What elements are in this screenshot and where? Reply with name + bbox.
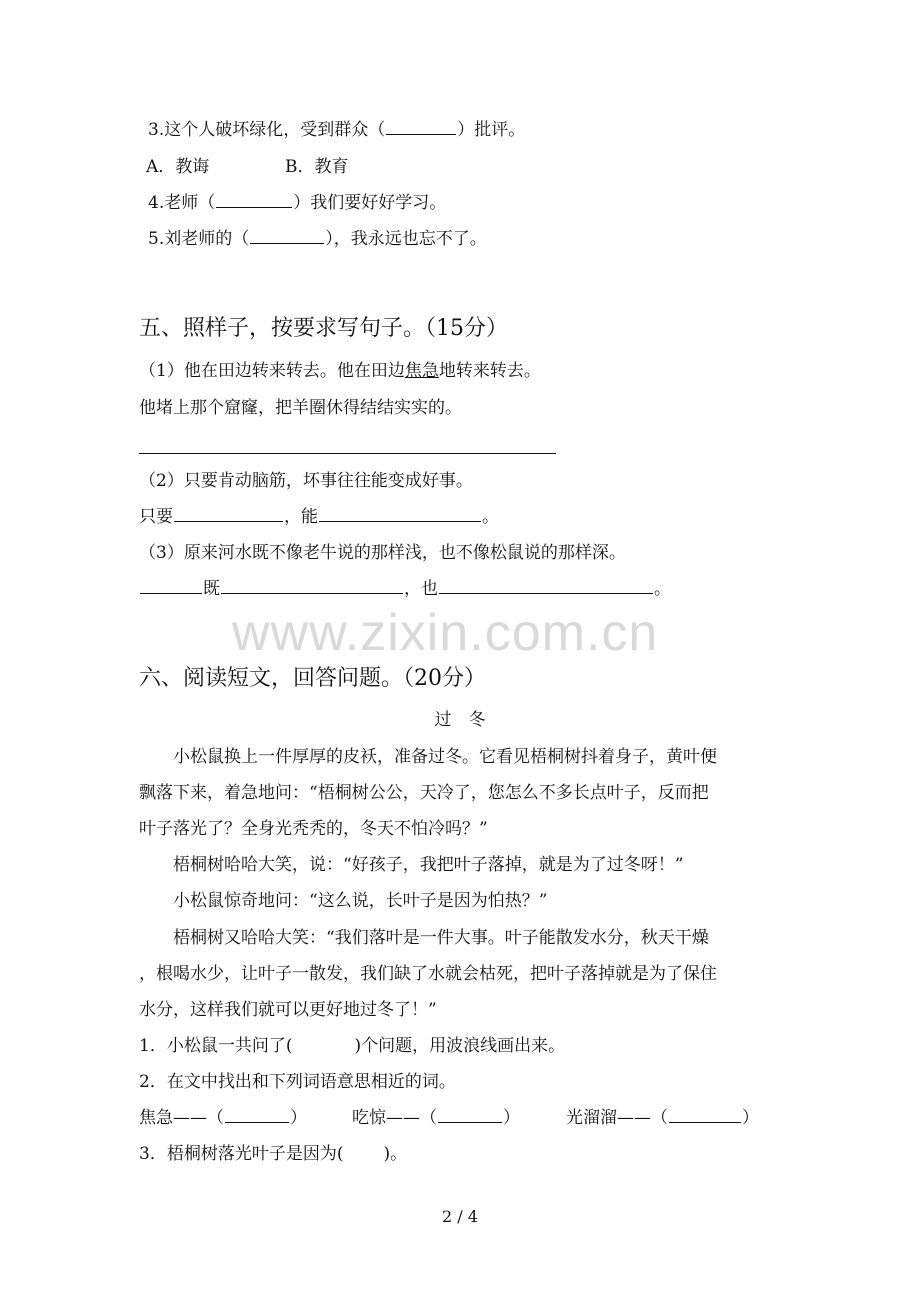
- s6-q3-text: 3．梧桐树落光叶子是因为(: [139, 1144, 344, 1164]
- s6-q1-line: [139, 1034, 565, 1058]
- s6-q2-word1: [139, 1106, 307, 1130]
- q5-text: 5.刘老师的（: [148, 229, 250, 249]
- q4-line: [148, 191, 446, 215]
- ex2-line: （2）只要肯动脑筋，坏事往往能变成好事。: [139, 471, 473, 491]
- s6-q3-line: [139, 1142, 407, 1166]
- s6-q2-line: 2．在文中找出和下列词语意思相近的词。: [139, 1072, 456, 1092]
- ex2-fill-c: 。: [482, 507, 499, 527]
- ex1-text-end: 地转来转去。: [438, 361, 541, 381]
- ex3-blank-0[interactable]: [140, 577, 202, 594]
- s6-q2-blank-3[interactable]: [669, 1106, 741, 1123]
- q3-text: 3.这个人破坏绿化，受到群众（: [148, 120, 386, 140]
- q4-text-end: ）我们要好好学习。: [293, 193, 447, 213]
- story-p4-line1: 梧桐树又哈哈大笑：“我们落叶是一件大事。叶子能散发水分，秋天干燥: [173, 928, 709, 948]
- story-p1-line3: 叶子落光了？全身光秃秃的，冬天不怕冷吗？”: [139, 819, 488, 839]
- ex3-fill-b: ，也: [404, 579, 438, 599]
- s6-q2-word3: [566, 1106, 759, 1130]
- ex2-fill-b: ，能: [284, 507, 318, 527]
- s6-q2-word1-label: 焦急——（: [139, 1108, 224, 1128]
- ex3-line: （3）原来河水既不像老牛说的那样浅，也不像松鼠说的那样深。: [139, 543, 626, 563]
- ex1-line: [139, 359, 541, 383]
- q4-text: 4.老师（: [148, 193, 216, 213]
- ex2-blank-2[interactable]: [319, 505, 481, 522]
- story-title: 过 冬: [434, 710, 486, 730]
- ex2-fill-line: [139, 505, 499, 529]
- s6-q1-text: 1．小松鼠一共问了(: [139, 1036, 293, 1056]
- page-number: 2 / 4: [442, 1207, 478, 1226]
- section6-title: 六、阅读短文，回答问题。（20分）: [139, 666, 486, 691]
- story-p1-line2: 飘落下来，着急地问：“梧桐树公公，天冷了，您怎么不多长点叶子，反而把: [139, 783, 709, 803]
- story-p1-line1: 小松鼠换上一件厚厚的皮袄，准备过冬。它看见梧桐树抖着身子，黄叶便: [173, 747, 717, 767]
- story-p2: 梧桐树哈哈大笑，说：“好孩子，我把叶子落掉，就是为了过冬呀！”: [173, 855, 684, 875]
- ex1-answer-line[interactable]: [139, 453, 556, 454]
- ex2-fill-a: 只要: [139, 507, 173, 527]
- story-p4-line3: 水分，这样我们就可以更好地过冬了！”: [139, 1000, 437, 1020]
- q3-text-end: ）批评。: [457, 120, 526, 140]
- q5-blank[interactable]: [250, 227, 324, 244]
- ex3-blank-1[interactable]: [221, 577, 403, 594]
- s6-q2-word2-label: 吃惊——（: [352, 1108, 437, 1128]
- q3-option-a: A．教诲: [146, 157, 210, 177]
- ex1-prompt: 他堵上那个窟窿，把羊圈休得结结实实的。: [139, 398, 462, 418]
- ex3-fill-line: [139, 577, 671, 601]
- s6-q2-close-1: ）: [290, 1108, 307, 1128]
- ex3-blank-2[interactable]: [439, 577, 653, 594]
- s6-q2-close-2: ）: [503, 1108, 520, 1128]
- q5-line: [148, 227, 487, 251]
- s6-q3-text-end: )。: [383, 1144, 408, 1164]
- q4-blank[interactable]: [216, 191, 292, 208]
- s6-q2-word3-label: 光溜溜——（: [566, 1108, 668, 1128]
- s6-q2-blank-1[interactable]: [225, 1106, 289, 1123]
- q5-text-end: ），我永远也忘不了。: [325, 229, 487, 249]
- watermark: www.zixin.com.cn: [232, 604, 659, 662]
- section5-title: 五、照样子，按要求写句子。（15分）: [139, 316, 508, 341]
- ex3-fill-c: 。: [654, 579, 671, 599]
- s6-q2-blank-2[interactable]: [438, 1106, 502, 1123]
- q3-line: [148, 118, 525, 142]
- ex1-text: （1）他在田边转来转去。他在田边: [139, 361, 405, 381]
- ex1-underlined-word: 焦急: [404, 361, 439, 381]
- s6-q2-word2: [352, 1106, 520, 1130]
- s6-q1-text-end: )个问题，用波浪线画出来。: [354, 1036, 566, 1056]
- q3-option-b: B．教育: [285, 157, 349, 177]
- ex2-blank-1[interactable]: [174, 505, 283, 522]
- story-p4-line2: ，根喝水少，让叶子一散发，我们缺了水就会枯死，把叶子落掉就是为了保住: [139, 964, 717, 984]
- s6-q2-close-3: ）: [742, 1108, 759, 1128]
- ex3-fill-a: 既: [203, 579, 220, 599]
- q3-blank[interactable]: [386, 118, 456, 135]
- story-p3: 小松鼠惊奇地问：“这么说，长叶子是因为怕热？”: [173, 891, 548, 911]
